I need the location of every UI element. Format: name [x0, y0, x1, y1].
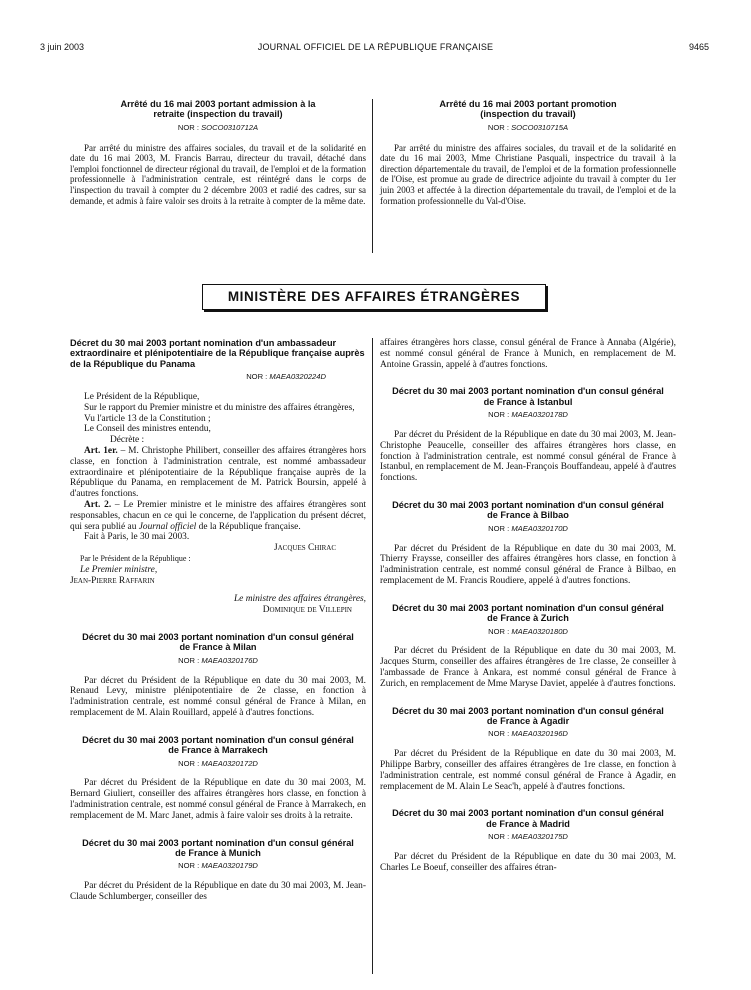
decree-line: Le Conseil des ministres entendu, [84, 424, 211, 435]
signature-minister: Dominique de Villepin [262, 605, 352, 616]
nor-line: NOR : MAEA0320170D [488, 523, 568, 533]
article-body: Par décret du Président de la République en date du 30 mai 2003, M. Jean-Claude Schlumberger, conseiller des [70, 881, 366, 902]
decree-line: Sur le rapport du Premier ministre et du ministre des affaires étrangères, [84, 402, 355, 413]
nor-line: NOR : MAEA0320172D [178, 758, 258, 768]
signature-pm-title: Le Premier ministre, [80, 564, 158, 575]
article-body-continued: affaires étrangères hors classe, consul général de France à Annaba (Algérie), est nommé consul général de France à Munich, en remplacement de M. Antoine Grassin, appelé à d'autres fonctions. [380, 338, 676, 370]
nor-line: NOR : MAEA0320178D [488, 410, 568, 420]
article-body: Par arrêté du ministre des affaires sociales, du travail et de la solidarité en date du 16 mai 2003, Mme Christiane Pasquali, inspectrice du travail à la direction départementale du travail, de l'emploi et de la formation professionnelle de l'Oise, est promue au grade de directrice adjointe du travail à compter du 1er juin 2003 et affectée à la direction départementale du travail, de l'emploi et de la formation professionnelle du Val-d'Oise. [380, 142, 676, 206]
header-date: 3 juin 2003 [40, 42, 85, 52]
article-title: Décret du 30 mai 2003 portant nomination d'un ambassadeur extraordinaire et plénipotentiaire de la République française auprès de la République du Panama [70, 338, 365, 369]
article-body: Par arrêté du ministre des affaires sociales, du travail et de la solidarité en date du 16 mai 2003, M. Francis Barrau, directeur du travail, détaché dans l'emploi fonctionnel de directeur régional du travail, de l'emploi et de la formation professionnelle à l'administration centrale, est réintégré dans le corps de l'inspection du travail à compter du 2 décembre 2003 et radié des cadres, sur sa demande, et admis à faire valoir ses droits à la retraite à compter de la même date. [70, 142, 366, 206]
article-body: Par décret du Président de la République en date du 30 mai 2003, M. Bernard Giuliert, conseiller des affaires étrangères hors classe, en fonction à l'administration centrale, est nommé consul général de France à Marrakech, en remplacement de M. Marc Janet, admis à faire valoir ses droits à la retraite. [70, 778, 366, 821]
column-divider [372, 338, 373, 974]
article-body: Par décret du Président de la République en date du 30 mai 2003, M. Renaud Levy, ministre plénipotentiaire de 2e classe, en fonction à l'administration centrale, est nommé consul général de France à Milan, en remplacement de M. Alain Rouillard, appelé à d'autres fonctions. [70, 675, 366, 718]
article-1: Art. 1er. – M. Christophe Philibert, conseiller des affaires étrangères hors classe, en fonction à l'administration centrale, est nommé ambassadeur extraordinaire et plénipotentiaire de la République française auprès de la République du Panama, en remplacement de M. Patrick Boursin, appelé à d'autres fonctions. [70, 446, 366, 500]
decrete-line: Décrète : [110, 435, 145, 446]
article-title: Décret du 30 mai 2003 portant nomination d'un consul général de France à Bilbao [392, 499, 664, 521]
decree-line: Vu l'article 13 de la Constitution ; [84, 413, 211, 424]
article-2: Art. 2. – Le Premier ministre et le ministre des affaires étrangères sont responsables, chacun en ce qui le concerne, de l'application du présent décret, qui sera publié au Journal officiel de la République française. [70, 499, 367, 532]
nor-line: NOR : MAEA0320224D [246, 372, 326, 382]
decree-date: Fait à Paris, le 30 mai 2003. [84, 532, 190, 543]
article-body: Par décret du Président de la République en date du 30 mai 2003, M. Thierry Fraysse, conseiller des affaires étrangères hors classe, en fonction à l'administration centrale, est nommé consul général de France à Bilbao, en remplacement de M. Francis Roudiere, appelé à d'autres fonctions. [380, 543, 676, 586]
article-title: Décret du 30 mai 2003 portant nomination d'un consul général de France à Milan [82, 631, 354, 653]
article-title: Arrêté du 16 mai 2003 portant promotion (inspection du travail) [439, 99, 617, 120]
column-divider [372, 99, 373, 253]
nor-line: NOR : MAEA0320180D [488, 626, 568, 636]
article-title: Arrêté du 16 mai 2003 portant admission à la retraite (inspection du travail) [120, 99, 316, 120]
article-body: Par décret du Président de la République en date du 30 mai 2003, M. Philippe Barbry, conseiller des affaires étrangères de 1re classe, en fonction à l'administration centrale, est nommé consul général de France à Agadir, en remplacement de M. Alain Le Seac'h, appelé à d'autres fonctions. [380, 749, 676, 792]
page-number: 9465 [688, 42, 709, 52]
nor-line: NOR : MAEA0320176D [178, 655, 258, 665]
article-title: Décret du 30 mai 2003 portant nomination d'un consul général de France à Istanbul [392, 386, 664, 407]
nor-line: NOR : SOCO0310712A [177, 122, 259, 132]
left-column [70, 338, 366, 903]
signature-minister-title: Le ministre des affaires étrangères, [233, 594, 366, 605]
nor-line: NOR : SOCO0310715A [487, 122, 569, 132]
article-body: Par décret du Président de la République en date du 30 mai 2003, M. Charles Le Boeuf, conseiller des affaires étran- [380, 851, 676, 873]
right-column [380, 338, 676, 874]
article-title: Décret du 30 mai 2003 portant nomination d'un consul général de France à Munich [82, 837, 354, 858]
page-header [0, 42, 751, 56]
article-title: Décret du 30 mai 2003 portant nomination d'un consul général de France à Agadir [392, 705, 664, 726]
journal-title: JOURNAL OFFICIEL DE LA RÉPUBLIQUE FRANÇAISE [257, 42, 494, 52]
nor-line: NOR : MAEA0320179D [178, 861, 258, 871]
article-body: Par décret du Président de la République en date du 30 mai 2003, M. Jean-Christophe Peaucelle, conseiller des affaires étrangères hors classe, en fonction à l'administration centrale, est nommé consul général de France à Istanbul, en remplacement de M. Jean-François Bouffandeau, appelé à d'autres fonctions. [380, 430, 676, 484]
nor-line: NOR : MAEA0320175D [488, 832, 568, 842]
article-promotion [380, 99, 676, 206]
article-body: Par décret du Président de la République en date du 30 mai 2003, M. Jacques Sturm, conseiller des affaires étrangères de 1re classe, 2e conseiller à l'ambassade de France à Ankara, est nommé consul général de France à Zurich, en remplacement de Mme Maryse Daviet, appelée à d'autres fonctions. [380, 646, 676, 689]
article-title: Décret du 30 mai 2003 portant nomination d'un consul général de France à Marrakech [82, 734, 354, 756]
signature-pm: Jean-Pierre Raffarin [70, 575, 155, 586]
article-retraite [70, 99, 366, 206]
nor-line: NOR : MAEA0320196D [488, 729, 568, 739]
signature-president: Jacques Chirac [273, 543, 336, 554]
signature-par: Par le Président de la République : [80, 553, 191, 563]
ministry-heading: MINISTÈRE DES AFFAIRES ÉTRANGÈRES [202, 284, 546, 310]
article-title: Décret du 30 mai 2003 portant nomination d'un consul général de France à Zurich [392, 602, 664, 624]
decree-line: Le Président de la République, [84, 392, 200, 403]
article-title: Décret du 30 mai 2003 portant nomination d'un consul général de France à Madrid [392, 808, 664, 829]
